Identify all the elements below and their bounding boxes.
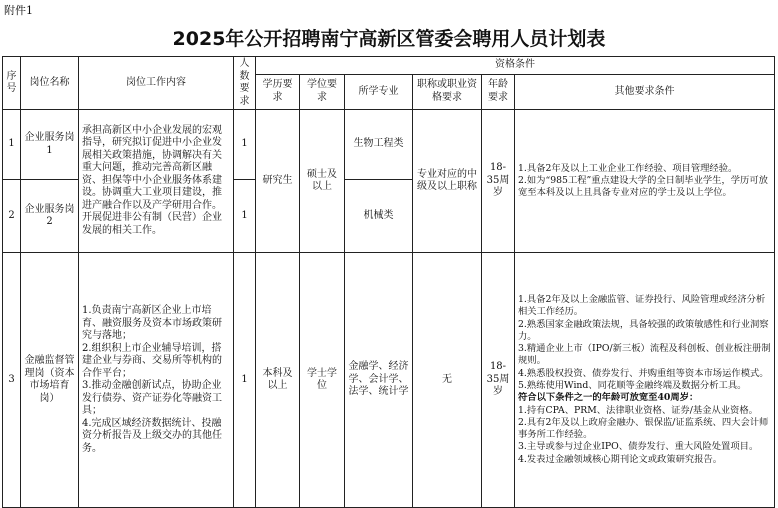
header-qualifications: 资格条件 <box>256 57 775 75</box>
header-row-1 <box>3 57 775 75</box>
education-req: 研究生 <box>256 110 300 253</box>
duty-line: 1.负责南宁高新区企业上市培育、融资服务及资本市场政策研究与落地； <box>82 305 222 341</box>
header-no: 序号 <box>3 57 21 110</box>
header-title-req: 职称或职业资格要求 <box>413 74 482 109</box>
header-major: 所学专业 <box>345 74 413 109</box>
major-req: 机械类 <box>345 180 413 253</box>
duties-cell <box>79 253 234 508</box>
row-number: 3 <box>3 253 21 508</box>
other-req-line: 2.如为“985工程”重点建设大学的全日制毕业学生，学历可放宽至本科及以上且具备专业对应的学士及以上学位。 <box>518 174 768 199</box>
other-req-line: 5.熟练使用Wind、同花顺等金融终端及数据分析工具。 <box>518 380 747 391</box>
header-education: 学历要求 <box>256 74 300 109</box>
header-count: 人数要求 <box>234 57 256 110</box>
header-other: 其他要求条件 <box>515 74 775 109</box>
title-req: 专业对应的中级及以上职称 <box>413 110 482 253</box>
header-age: 年龄要求 <box>482 74 515 109</box>
title-req: 无 <box>413 253 482 508</box>
position-name: 企业服务岗2 <box>21 180 79 253</box>
other-req-line: 4.熟悉股权投资、债券发行、并购重组等资本市场运作模式。 <box>518 367 769 379</box>
other-req-line: 3.精通企业上市（IPO/新三板）流程及科创板、创业板注册制规则。 <box>518 343 771 367</box>
table-row <box>3 110 775 180</box>
other-req <box>515 253 775 508</box>
headcount: 1 <box>234 180 256 253</box>
other-req-line: 2.具有2年及以上政府金融办、银保监/证监系统、四大会计师事务所工作经验。 <box>518 416 769 441</box>
degree-req: 学士学位 <box>300 253 345 508</box>
duty-line: 4.完成区域经济数据统计、投融资分析报告及上级交办的其他任务。 <box>82 417 222 454</box>
attachment-label: 附件1 <box>4 4 33 17</box>
other-req-line: 2.熟悉国家金融政策法规，具备较强的政策敏感性和行业洞察力。 <box>518 318 769 342</box>
other-req-line: 1.具备2年及以上金融监管、证券投行、风险管理或经济分析相关工作经历。 <box>518 294 766 318</box>
recruitment-plan-table <box>2 56 775 508</box>
header-duties: 岗位工作内容 <box>79 57 234 110</box>
age-req: 18-35周岁 <box>482 253 515 508</box>
row-number: 1 <box>3 110 21 180</box>
headcount: 1 <box>234 110 256 180</box>
other-req-line: 4.发表过金融领域核心期刊论文或政策研究报告。 <box>518 453 723 465</box>
other-req-line: 3.主导或参与过企业IPO、债券发行、重大风险处置项目。 <box>518 441 759 453</box>
header-degree: 学位要求 <box>300 74 345 109</box>
position-name: 企业服务岗1 <box>21 110 79 180</box>
age-req: 18-35周岁 <box>482 110 515 253</box>
headcount: 1 <box>234 253 256 508</box>
duty-line: 2.组织积上市企业辅导培训，搭建企业与券商、交易所等机构的合作平台； <box>82 342 222 379</box>
other-req <box>515 110 775 253</box>
row-number: 2 <box>3 180 21 253</box>
education-req: 本科及以上 <box>256 253 300 508</box>
position-name: 金融监督管理岗（资本市场培育岗） <box>21 253 79 508</box>
degree-req: 硕士及以上 <box>300 110 345 253</box>
major-req: 金融学、经济学、会计学、法学、统计学 <box>345 253 413 508</box>
duty-line: 3.推动金融创新试点，协助企业发行债券、资产证券化等融资工具； <box>82 380 222 416</box>
table-row <box>3 253 775 508</box>
other-req-line: 1.持有CPA、PRM、法律职业资格、证券/基金从业资格。 <box>518 404 758 416</box>
age-relaxation-heading: 符合以下条件之一的年龄可放宽至40周岁： <box>518 392 699 404</box>
duties-cell: 承担高新区中小企业发展的宏观指导，研究拟订促进中小企业发展相关政策措施，协调解决有关重大问题，推动完善高新区融资、担保等中小企业服务体系建设。协调重大工业项目建设，推进产融合作以及产学研用合作。开展促进非公有制（民营）企业发展的相关工作。 <box>79 110 234 253</box>
page-title: 2025年公开招聘南宁高新区管委会聘用人员计划表 <box>172 28 606 50</box>
major-req: 生物工程类 <box>345 110 413 180</box>
header-position: 岗位名称 <box>21 57 79 110</box>
other-req-line: 1.具备2年及以上工业企业工作经验、项目管理经验。 <box>518 162 738 174</box>
